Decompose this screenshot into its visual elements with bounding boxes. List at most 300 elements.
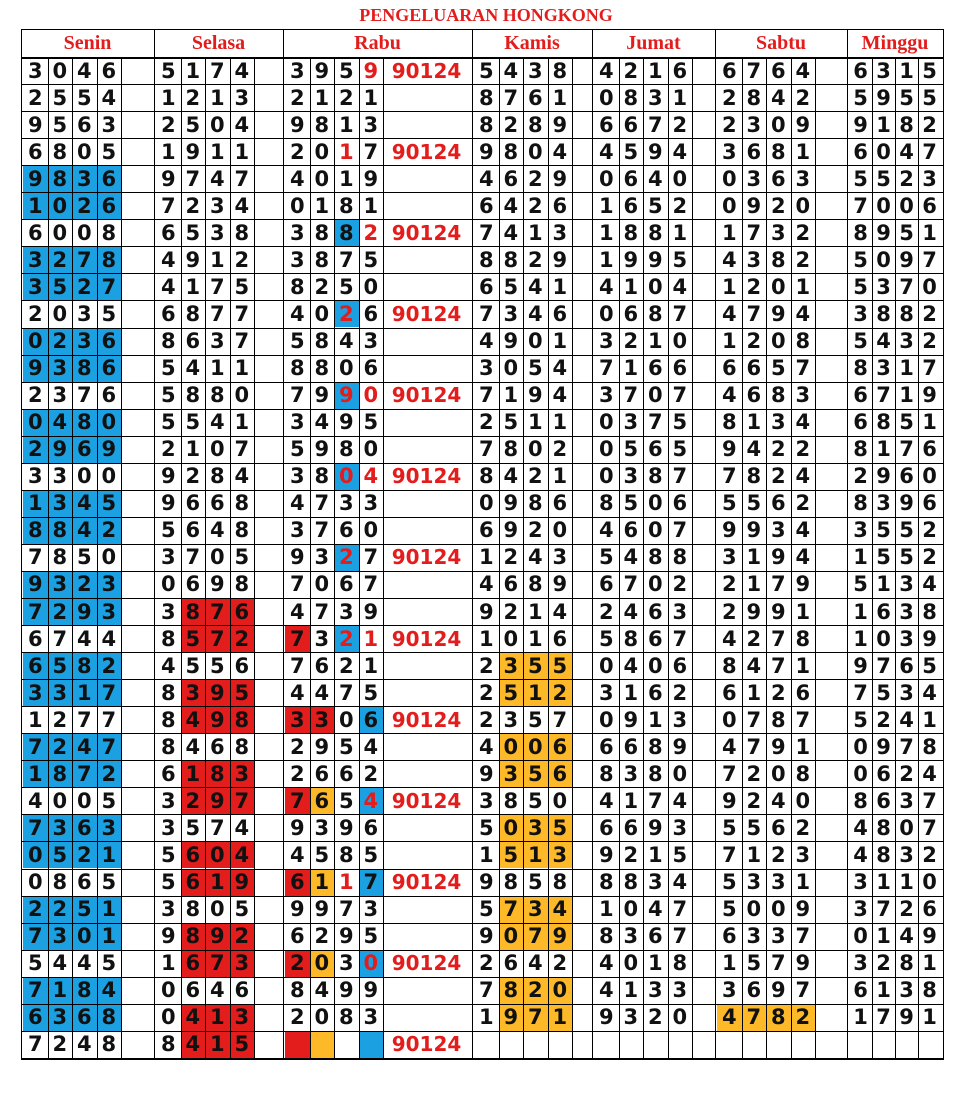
digit-cell: 5 xyxy=(160,58,176,83)
grid-line xyxy=(21,463,944,464)
digit-cell: 4 xyxy=(672,274,688,299)
digit-cell: 1 xyxy=(598,897,614,922)
digit-cell: 8 xyxy=(922,599,937,624)
grid-line xyxy=(872,57,873,1058)
digit-cell: 0 xyxy=(672,1005,688,1030)
digit-cell: 9 xyxy=(363,599,379,624)
digit-cell: 1 xyxy=(552,85,568,110)
digit-cell: 8 xyxy=(527,491,543,516)
digit-cell: 1 xyxy=(234,410,250,435)
digit-cell: 7 xyxy=(899,734,914,759)
digit-cell: 6 xyxy=(672,653,688,678)
digit-cell: 5 xyxy=(853,572,868,597)
digit-cell: 1 xyxy=(598,193,614,218)
digit-cell: 5 xyxy=(672,247,688,272)
digit-cell: 5 xyxy=(746,815,762,840)
grid-line xyxy=(21,544,944,545)
grid-line xyxy=(21,29,22,1060)
digit-cell: 1 xyxy=(876,437,891,462)
digit-cell: 7 xyxy=(289,572,305,597)
digit-cell: 0 xyxy=(721,707,737,732)
grid-line xyxy=(21,355,944,356)
grid-line xyxy=(472,29,473,1060)
digit-cell: 0 xyxy=(598,166,614,191)
digit-cell: 7 xyxy=(27,545,43,570)
digit-cell: 5 xyxy=(160,870,176,895)
digit-cell: 6 xyxy=(552,193,568,218)
digit-cell: 4 xyxy=(76,58,92,83)
digit-cell: 2 xyxy=(503,545,519,570)
digit-cell: 3 xyxy=(795,383,811,408)
digit-cell: 8 xyxy=(552,870,568,895)
digit-cell: 9 xyxy=(205,706,230,733)
digit-cell: 9 xyxy=(363,58,379,83)
digit-cell: 7 xyxy=(160,193,176,218)
digit-cell: 3 xyxy=(72,328,97,355)
digit-cell: 3 xyxy=(230,760,255,787)
digit-cell: 5 xyxy=(876,166,891,191)
digit-cell: 7 xyxy=(746,707,762,732)
digit-cell: 2 xyxy=(672,193,688,218)
digit-cell: 9 xyxy=(527,383,543,408)
digit-cell: 2 xyxy=(363,220,379,245)
digit-cell: 8 xyxy=(234,518,250,543)
digit-cell: 1 xyxy=(746,680,762,705)
digit-cell: 7 xyxy=(478,301,494,326)
digit-cell: 6 xyxy=(209,491,225,516)
digit-cell: 0 xyxy=(97,409,122,436)
digit-cell: 8 xyxy=(160,626,176,651)
digit-cell: 7 xyxy=(314,518,330,543)
grid-line xyxy=(21,382,944,383)
grid-line xyxy=(21,787,944,788)
digit-cell: 1 xyxy=(478,1005,494,1030)
digit-cell: 7 xyxy=(922,139,937,164)
digit-cell: 5 xyxy=(338,734,354,759)
digit-cell: 3 xyxy=(770,410,786,435)
digit-cell: 9 xyxy=(230,869,255,896)
grid-line xyxy=(572,57,573,1058)
digit-cell: 6 xyxy=(72,436,97,463)
digit-cell: 3 xyxy=(795,842,811,867)
digit-cell: 3 xyxy=(853,897,868,922)
digit-cell: 6 xyxy=(97,328,122,355)
digit-cell: 7 xyxy=(97,733,122,760)
digit-cell: 2 xyxy=(23,436,48,463)
grid-line xyxy=(48,57,49,1058)
digit-cell: 3 xyxy=(853,870,868,895)
digit-cell: 4 xyxy=(721,383,737,408)
digit-cell: 8 xyxy=(209,383,225,408)
digit-cell: 5 xyxy=(185,220,201,245)
digit-cell: 5 xyxy=(899,545,914,570)
digit-cell: 6 xyxy=(314,653,330,678)
digit-cell: 7 xyxy=(478,220,494,245)
digit-cell: 0 xyxy=(598,707,614,732)
digit-cell: 1 xyxy=(623,274,639,299)
digit-cell: 8 xyxy=(234,572,250,597)
digit-cell: 8 xyxy=(876,815,891,840)
digit-cell: 7 xyxy=(289,383,305,408)
digit-cell: 1 xyxy=(527,220,543,245)
digit-cell: 9 xyxy=(338,410,354,435)
digit-cell: 2 xyxy=(548,679,573,706)
digit-cell: 5 xyxy=(523,652,548,679)
digit-cell: 2 xyxy=(230,923,255,950)
digit-cell: 4 xyxy=(289,301,305,326)
grid-line xyxy=(21,273,944,274)
digit-cell: 4 xyxy=(721,301,737,326)
digit-cell: 6 xyxy=(230,598,255,625)
digit-cell: 2 xyxy=(795,220,811,245)
digit-cell: 8 xyxy=(922,978,937,1003)
digit-cell: 7 xyxy=(876,897,891,922)
digit-cell: 1 xyxy=(209,85,225,110)
digit-cell: 5 xyxy=(363,247,379,272)
digit-cell xyxy=(334,1031,359,1058)
digit-cell: 6 xyxy=(27,139,43,164)
digit-cell: 5 xyxy=(623,491,639,516)
grid-line xyxy=(21,409,944,410)
grid-line xyxy=(154,29,155,1060)
digit-cell: 9 xyxy=(72,598,97,625)
digit-cell: 8 xyxy=(503,870,519,895)
digit-cell: 9 xyxy=(205,679,230,706)
digit-cell: 6 xyxy=(647,356,663,381)
digit-cell: 5 xyxy=(76,545,92,570)
digit-cell: 0 xyxy=(598,85,614,110)
digit-cell: 3 xyxy=(922,166,937,191)
digit-cell: 0 xyxy=(209,545,225,570)
digit-cell: 8 xyxy=(503,139,519,164)
digit-cell: 2 xyxy=(770,464,786,489)
digit-cell: 4 xyxy=(101,85,117,110)
digit-cell: 6 xyxy=(672,58,688,83)
digit-cell: 0 xyxy=(76,464,92,489)
digit-cell: 8 xyxy=(647,301,663,326)
digit-cell: 1 xyxy=(209,139,225,164)
digit-cell: 6 xyxy=(548,733,573,760)
digit-cell: 3 xyxy=(647,870,663,895)
digit-cell: 8 xyxy=(97,246,122,273)
digit-cell: 8 xyxy=(795,761,811,786)
digit-cell: 9 xyxy=(338,978,354,1003)
digit-cell: 0 xyxy=(314,572,330,597)
digit-cell: 9 xyxy=(795,112,811,137)
digit-cell: 9 xyxy=(289,112,305,137)
digit-cell: 6 xyxy=(363,356,379,381)
digit-cell: 6 xyxy=(527,85,543,110)
digit-cell: 3 xyxy=(52,464,68,489)
digit-cell: 4 xyxy=(363,734,379,759)
digit-cell: 3 xyxy=(160,815,176,840)
digit-cell: 4 xyxy=(899,139,914,164)
grid-line xyxy=(21,652,944,653)
grid-line xyxy=(21,219,944,220)
digit-cell: 6 xyxy=(623,815,639,840)
digit-cell: 6 xyxy=(76,112,92,137)
digit-cell: 3 xyxy=(27,464,43,489)
digit-cell: 2 xyxy=(185,85,201,110)
digit-cell: 2 xyxy=(478,410,494,435)
digit-cell: 9 xyxy=(205,923,230,950)
digit-cell: 0 xyxy=(503,626,519,651)
digit-cell: 6 xyxy=(721,680,737,705)
digit-cell: 0 xyxy=(209,112,225,137)
digit-cell: 1 xyxy=(795,653,811,678)
digit-cell: 4 xyxy=(338,329,354,354)
digit-cell: 1 xyxy=(795,139,811,164)
digit-cell: 6 xyxy=(338,518,354,543)
digit-cell: 4 xyxy=(181,1004,206,1031)
digit-cell: 9 xyxy=(160,924,176,949)
digit-cell: 9 xyxy=(160,464,176,489)
digit-cell: 2 xyxy=(160,112,176,137)
digit-cell: 6 xyxy=(853,978,868,1003)
digit-cell: 5 xyxy=(721,815,737,840)
digit-cell: 7 xyxy=(97,679,122,706)
digit-cell: 8 xyxy=(746,85,762,110)
digit-cell: 8 xyxy=(205,760,230,787)
digit-cell: 7 xyxy=(23,814,48,841)
digit-cell: 1 xyxy=(185,58,201,83)
digit-cell: 8 xyxy=(48,165,73,192)
digit-cell: 1 xyxy=(899,356,914,381)
digit-cell: 2 xyxy=(48,896,73,923)
digit-cell: 4 xyxy=(230,841,255,868)
digit-cell: 2 xyxy=(523,977,548,1004)
digit-cell: 7 xyxy=(285,625,310,652)
digit-cell: 8 xyxy=(72,652,97,679)
grid-line xyxy=(895,57,896,1058)
digit-cell: 2 xyxy=(899,166,914,191)
digit-cell: 7 xyxy=(922,788,937,813)
digit-cell: 5 xyxy=(899,518,914,543)
digit-cell: 8 xyxy=(48,760,73,787)
digit-cell: 3 xyxy=(363,329,379,354)
digit-cell: 6 xyxy=(647,437,663,462)
digit-cell: 5 xyxy=(853,247,868,272)
digit-cell: 1 xyxy=(338,870,354,895)
rabu-extra-value: 90124 xyxy=(391,58,462,83)
digit-cell: 8 xyxy=(647,761,663,786)
digit-cell: 1 xyxy=(23,760,48,787)
digit-cell: 4 xyxy=(52,951,68,976)
digit-cell: 2 xyxy=(314,274,330,299)
digit-cell: 7 xyxy=(746,220,762,245)
digit-cell: 4 xyxy=(598,518,614,543)
digit-cell: 1 xyxy=(97,841,122,868)
digit-cell: 3 xyxy=(314,815,330,840)
digit-cell: 9 xyxy=(552,166,568,191)
digit-cell: 0 xyxy=(52,788,68,813)
digit-cell: 5 xyxy=(338,788,354,813)
digit-cell: 7 xyxy=(205,950,230,977)
digit-cell: 8 xyxy=(795,329,811,354)
digit-cell: 1 xyxy=(795,274,811,299)
digit-cell: 0 xyxy=(647,518,663,543)
digit-cell: 7 xyxy=(499,896,524,923)
digit-cell: 3 xyxy=(48,923,73,950)
digit-cell: 1 xyxy=(205,1031,230,1058)
digit-cell: 5 xyxy=(52,112,68,137)
digit-cell: 4 xyxy=(234,815,250,840)
digit-cell: 6 xyxy=(721,924,737,949)
digit-cell: 2 xyxy=(48,328,73,355)
digit-cell: 4 xyxy=(160,653,176,678)
digit-cell: 0 xyxy=(647,572,663,597)
digit-cell: 5 xyxy=(876,518,891,543)
digit-cell xyxy=(499,1031,524,1058)
digit-cell: 7 xyxy=(672,626,688,651)
rabu-extra-value: 90124 xyxy=(391,1032,462,1057)
digit-cell: 7 xyxy=(770,626,786,651)
digit-cell: 4 xyxy=(876,329,891,354)
digit-cell: 6 xyxy=(359,706,384,733)
digit-cell: 8 xyxy=(338,193,354,218)
digit-cell: 7 xyxy=(478,978,494,1003)
digit-cell: 7 xyxy=(853,680,868,705)
digit-cell: 4 xyxy=(672,139,688,164)
digit-cell: 4 xyxy=(234,464,250,489)
digit-cell: 6 xyxy=(899,653,914,678)
digit-cell: 9 xyxy=(647,139,663,164)
digit-cell: 4 xyxy=(598,788,614,813)
digit-cell: 8 xyxy=(234,491,250,516)
digit-cell: 1 xyxy=(97,923,122,950)
digit-cell: 7 xyxy=(205,598,230,625)
digit-cell: 1 xyxy=(185,437,201,462)
digit-cell: 5 xyxy=(548,652,573,679)
digit-cell: 6 xyxy=(76,870,92,895)
digit-cell: 2 xyxy=(922,329,937,354)
digit-cell: 1 xyxy=(310,869,335,896)
digit-cell: 4 xyxy=(795,464,811,489)
digit-cell: 1 xyxy=(853,545,868,570)
digit-cell: 4 xyxy=(598,951,614,976)
digit-cell: 7 xyxy=(552,707,568,732)
digit-cell: 1 xyxy=(647,329,663,354)
grid-line xyxy=(918,57,919,1058)
digit-cell: 8 xyxy=(503,437,519,462)
digit-cell: 3 xyxy=(181,679,206,706)
digit-cell: 3 xyxy=(478,356,494,381)
digit-cell: 1 xyxy=(899,383,914,408)
digit-cell: 1 xyxy=(209,247,225,272)
digit-cell: 1 xyxy=(23,490,48,517)
digit-cell: 0 xyxy=(876,247,891,272)
digit-cell: 3 xyxy=(672,599,688,624)
digit-cell: 5 xyxy=(672,410,688,435)
digit-cell: 8 xyxy=(598,870,614,895)
digit-cell: 0 xyxy=(359,950,384,977)
digit-cell: 4 xyxy=(795,545,811,570)
digit-cell: 6 xyxy=(478,518,494,543)
digit-cell: 6 xyxy=(97,165,122,192)
digit-cell xyxy=(717,1031,742,1058)
digit-cell: 0 xyxy=(598,464,614,489)
digit-cell: 5 xyxy=(101,870,117,895)
digit-cell: 3 xyxy=(548,841,573,868)
digit-cell: 4 xyxy=(598,139,614,164)
digit-cell: 0 xyxy=(160,572,176,597)
digit-cell: 2 xyxy=(647,1005,663,1030)
grid-line xyxy=(21,84,944,85)
grid-line xyxy=(815,57,816,1058)
digit-cell: 0 xyxy=(101,545,117,570)
digit-cell: 1 xyxy=(523,841,548,868)
digit-cell: 0 xyxy=(623,951,639,976)
digit-cell: 9 xyxy=(853,653,868,678)
digit-cell: 7 xyxy=(853,193,868,218)
digit-cell: 6 xyxy=(548,760,573,787)
grid-line xyxy=(21,328,944,329)
digit-cell: 6 xyxy=(209,734,225,759)
digit-cell: 4 xyxy=(76,1032,92,1057)
digit-cell: 1 xyxy=(160,951,176,976)
digit-cell: 3 xyxy=(289,410,305,435)
digit-cell: 2 xyxy=(527,464,543,489)
digit-cell: 7 xyxy=(795,356,811,381)
digit-cell: 7 xyxy=(899,437,914,462)
digit-cell: 4 xyxy=(795,58,811,83)
digit-cell: 8 xyxy=(623,220,639,245)
digit-cell: 0 xyxy=(289,193,305,218)
digit-cell xyxy=(742,1031,767,1058)
digit-cell: 0 xyxy=(334,463,359,490)
digit-cell: 0 xyxy=(499,733,524,760)
grid-line xyxy=(21,246,944,247)
digit-cell: 1 xyxy=(623,788,639,813)
digit-cell: 2 xyxy=(721,572,737,597)
digit-cell: 7 xyxy=(795,978,811,1003)
digit-cell: 2 xyxy=(289,734,305,759)
digit-cell: 8 xyxy=(314,464,330,489)
digit-cell: 0 xyxy=(72,923,97,950)
digit-cell: 3 xyxy=(230,950,255,977)
digit-cell: 5 xyxy=(853,707,868,732)
digit-cell: 4 xyxy=(552,356,568,381)
digit-cell: 8 xyxy=(160,1032,176,1057)
digit-cell: 6 xyxy=(746,356,762,381)
digit-cell: 9 xyxy=(338,815,354,840)
digit-cell: 7 xyxy=(922,247,937,272)
header-rabu: Rabu xyxy=(354,31,401,54)
digit-cell: 9 xyxy=(363,166,379,191)
digit-cell: 9 xyxy=(623,707,639,732)
digit-cell: 0 xyxy=(770,329,786,354)
digit-cell: 2 xyxy=(234,247,250,272)
digit-cell: 2 xyxy=(181,787,206,814)
digit-cell: 2 xyxy=(746,626,762,651)
digit-cell: 4 xyxy=(478,734,494,759)
digit-cell: 0 xyxy=(922,870,937,895)
digit-cell: 7 xyxy=(770,572,786,597)
digit-cell: 8 xyxy=(672,545,688,570)
digit-cell: 3 xyxy=(499,760,524,787)
digit-cell: 8 xyxy=(647,545,663,570)
digit-cell: 9 xyxy=(899,491,914,516)
digit-cell: 9 xyxy=(770,978,786,1003)
digit-cell: 9 xyxy=(97,436,122,463)
digit-cell: 8 xyxy=(314,356,330,381)
digit-cell: 4 xyxy=(721,626,737,651)
digit-cell: 3 xyxy=(876,58,891,83)
digit-cell: 7 xyxy=(647,410,663,435)
digit-cell: 9 xyxy=(478,870,494,895)
digit-cell: 5 xyxy=(853,274,868,299)
digit-cell: 5 xyxy=(72,896,97,923)
